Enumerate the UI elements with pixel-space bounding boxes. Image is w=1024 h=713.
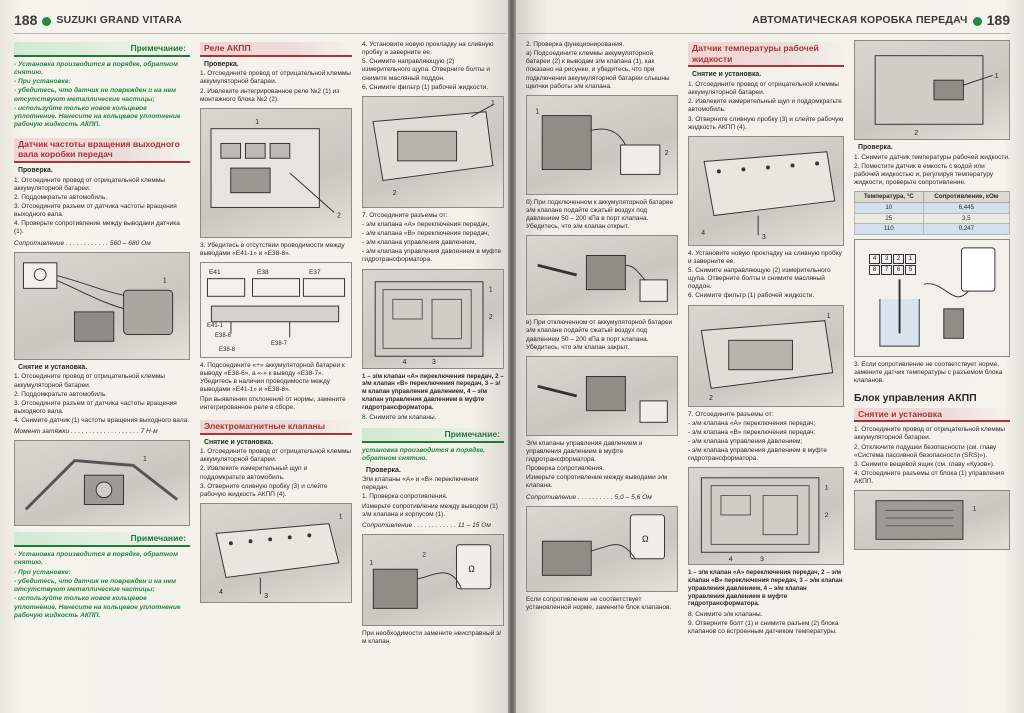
valve-body-illustration <box>689 468 843 564</box>
sensor-connector-illustration <box>855 41 1009 139</box>
check-subheading: Проверка. <box>366 466 401 474</box>
svg-text:4: 4 <box>701 230 706 238</box>
figure-sensor-removal <box>14 440 190 526</box>
step-text: 4. Установите новую прокладку на сливную пробку и заверните ее. <box>688 249 842 265</box>
step-text: 3. Отсоедините разъем от датчика частоты вращения выходного вала. <box>14 203 177 219</box>
svg-text:1: 1 <box>488 286 493 294</box>
note-line: - используйте только новое кольцевое уплотнение. Нанесите на кольцевое уплотнение рабочую жидкость АКПП. <box>14 595 181 619</box>
step-text: Проверка сопротивления. <box>526 465 605 473</box>
svg-text:1: 1 <box>255 118 260 126</box>
note-line: - Установка производится в порядке, обратном снятию. <box>14 551 178 567</box>
removal-subheading: Снятие и установка. <box>204 438 274 446</box>
table-row <box>855 213 1010 224</box>
step-text: 2. Поддомкратьте автомобиль. <box>14 390 108 398</box>
svg-text:1: 1 <box>490 99 495 107</box>
step-text: 1. Отсоедините провод от отрицательной клеммы аккумуляторной батареи. <box>14 176 165 192</box>
svg-text:4: 4 <box>402 358 407 366</box>
svg-text:1: 1 <box>972 505 977 513</box>
step-text: 9. Отверните болт (1) и снимите разъем (2) блока клапанов со встроенным датчиком температуры. <box>688 620 839 636</box>
svg-text:2: 2 <box>392 189 397 197</box>
chapter-title: АВТОМАТИЧЕСКАЯ КОРОБКА ПЕРЕДАЧ <box>752 14 968 27</box>
table-cell: 6,445 <box>923 202 1009 213</box>
step-text: 7. Отсоедините разъемы от: <box>688 410 774 418</box>
right-column-3 <box>854 40 1010 554</box>
fluid-filter-illustration <box>689 306 843 406</box>
svg-text:1: 1 <box>826 312 831 320</box>
step-text: 3. Убедитесь в отсутствии проводимости между выводами «Е41-1» и «Е38-8». <box>200 241 345 257</box>
right-column-1 <box>526 40 678 613</box>
step-text: 2. Проверка функционирования. <box>526 41 625 48</box>
step-text: - э/м клапана управления давлением, <box>362 239 477 247</box>
svg-text:2: 2 <box>488 313 493 321</box>
pressure-solenoid-meter-illustration <box>527 507 677 591</box>
svg-text:3: 3 <box>762 233 766 241</box>
section-heading-temp-sensor: Датчик температуры рабочей жидкости <box>688 42 844 67</box>
step-text: а) Подсоедините клеммы аккумуляторной батареи (2) к выводам э/м клапана (1), как показано на рисунке, и убедитесь, что при подключении аккумуляторной батареи слышны щелчки работы э/м клапана. <box>526 50 670 90</box>
svg-text:3: 3 <box>264 593 269 601</box>
figure-oil-pan <box>200 503 352 603</box>
step-text: 6. Снимите фильтр (1) рабочей жидкости. <box>688 292 815 300</box>
figure-air-test-closed <box>526 356 678 436</box>
resistance-spec: Сопротивление . . . . . . . . . . . . 560 – 680 Ом <box>14 239 151 247</box>
sensor-illustration <box>15 253 189 359</box>
table-cell: 10 <box>855 202 924 213</box>
svg-text:1: 1 <box>824 484 829 492</box>
step-text: 1. Снимите датчик температуры рабочей жидкости. <box>854 153 1010 161</box>
step-text: 2. Поддомкратьте автомобиль. <box>14 193 108 201</box>
figure-filter <box>362 96 504 208</box>
battery-test-illustration <box>527 96 677 194</box>
right-page <box>512 0 1024 713</box>
step-text: 2. Извлеките интегрированное реле №2 (1) из монтажного блока №2 (2). <box>200 87 340 103</box>
step-text: 6. Снимите фильтр (1) рабочей жидкости. <box>362 83 489 91</box>
resistance-spec: Сопротивление . . . . . . . . . . . . 11 – 15 Ом <box>362 521 491 529</box>
book-gutter <box>508 0 516 713</box>
step-text: Измерьте сопротивление между выводом (1) э/м клапана и корпусом (1). <box>362 502 498 518</box>
step-text: 8. Снимите э/м клапаны. <box>362 414 437 422</box>
figure-pressure-solenoid-meter <box>526 506 678 592</box>
note-line: установка производится в порядке, обратном снятию. <box>362 447 486 463</box>
note-line: - используйте только новое кольцевое уплотнение. Нанесите на кольцевое уплотнение рабочую жидкость АКПП. <box>14 104 181 129</box>
left-page-number: 188 <box>14 12 38 29</box>
svg-text:2: 2 <box>422 551 427 559</box>
figure-sensor-connector <box>854 40 1010 140</box>
right-page-header <box>752 10 1010 32</box>
left-column-3 <box>362 40 504 647</box>
svg-text:4: 4 <box>728 556 733 564</box>
step-text: - э/м клапана управления давлением в муфте гидротрансформатора. <box>688 447 828 463</box>
figure-caption: 1 – э/м клапан «А» переключения передач, 2 – э/м клапан «В» переключения передач, 3 – э/м клапан управления давлением, 4 – э/м клапан управления давлением в муфте гидротрансформатора. <box>362 372 504 411</box>
step-text: 8. Снимите э/м клапаны. <box>688 611 763 619</box>
pin-number: 1 <box>905 254 916 264</box>
step-text: - э/м клапана «В» переключения передач; <box>688 428 816 436</box>
connector-label-e38: E38 <box>257 269 269 277</box>
step-text: 3. Снимите вещевой ящик (см. главу «Кузов»). <box>854 460 995 468</box>
section-heading-removal: Снятие и установка <box>854 408 1010 423</box>
relay-block-illustration <box>201 109 351 237</box>
step-text: 1. Отсоедините провод от отрицательной клеммы аккумуляторной батареи. <box>14 373 165 389</box>
valve-body-illustration <box>363 270 503 368</box>
step-text: 4. Снимите датчик (1) частоты вращения выходного вала. <box>14 417 190 425</box>
step-text: 3. Отсоедините разъем от датчика частоты вращения выходного вала. <box>14 399 177 415</box>
tcm-illustration <box>855 491 1009 549</box>
step-text: 1. Отсоедините провод от отрицательной клеммы аккумуляторной батареи. <box>200 448 351 464</box>
figure-solenoid-meter <box>362 534 504 626</box>
test-rig-illustration <box>855 240 1009 356</box>
torque-spec: Момент затяжки . . . . . . . . . . . . . . . . . . . 7 Н·м <box>14 428 158 436</box>
step-text: - э/м клапана «А» переключения передач, <box>362 220 490 228</box>
resistance-spec: Сопротивление . . . . . . . . . . 5,0 – 5,6 Ом <box>526 493 652 501</box>
pin-number: 4 <box>869 254 880 264</box>
step-text: 1. Отсоедините провод от отрицательной клеммы аккумуляторной батареи. <box>854 426 1005 442</box>
svg-text:1: 1 <box>338 513 343 521</box>
svg-text:2: 2 <box>337 212 341 220</box>
solenoid-meter-illustration <box>363 535 503 625</box>
figure-solenoid-locations <box>362 269 504 369</box>
section-heading-solenoids: Электромагнитные клапаны <box>200 420 352 435</box>
check-subheading: Проверка. <box>18 167 53 175</box>
step-text: б) При подключенном к аккумуляторной батарее э/м клапане подайте сжатый воздух под давлением 50 – 200 кПа в порт клапана. Убедитесь, что э/м клапан открыт. <box>526 198 674 231</box>
svg-text:1: 1 <box>143 455 147 463</box>
air-test-open-illustration <box>527 236 677 314</box>
figure-sensor-measurement <box>14 252 190 360</box>
step-text: 4. Отсоедините разъемы от блока (1) управления АКПП. <box>854 469 1004 486</box>
section-heading-speed-sensor: Датчик частоты вращения выходного вала коробки передач <box>14 138 190 163</box>
note-line: - При установке: <box>14 568 71 576</box>
step-text: 2. Отключите подушки безопасности (см. главу «Система пассивной безопасности (SRS)»). <box>854 443 997 459</box>
svg-text:Ω: Ω <box>642 533 649 544</box>
step-text: При необходимости замените неисправный э/м клапан. <box>362 630 502 646</box>
pin-label: E38-7 <box>271 341 288 348</box>
figure-drain-plug <box>688 136 844 246</box>
left-page-header <box>14 10 182 32</box>
step-text: 7. Отсоедините разъемы от: <box>362 211 448 219</box>
step-text: - э/м клапана «В» переключения передач, <box>362 230 490 237</box>
step-text: При выявлении отклонений от нормы, замените интегрированное реле в сборе. <box>200 395 346 411</box>
svg-text:1: 1 <box>994 73 999 81</box>
step-text: - э/м клапана «А» переключения передач; <box>688 419 816 427</box>
svg-text:1: 1 <box>162 277 167 285</box>
table-cell: 3,5 <box>923 213 1009 224</box>
svg-text:2: 2 <box>914 130 919 138</box>
note-line: - убедитесь, что датчик не поврежден и на нем отсутствуют металлические частицы; <box>14 87 177 103</box>
step-text: 4. Установите новую прокладку на сливную пробку и заверните ее. <box>362 41 494 57</box>
drain-plug-illustration <box>689 137 843 245</box>
figure-valve-body <box>688 467 844 565</box>
table-header: Температура, °С <box>855 192 924 203</box>
pin-label: E38-6 <box>215 333 232 340</box>
pin-label: E41-1 <box>207 323 224 330</box>
svg-text:3: 3 <box>432 358 436 366</box>
filter-illustration <box>363 97 503 207</box>
note-heading: Примечание: <box>14 42 190 57</box>
svg-text:3: 3 <box>760 556 764 564</box>
connector-drawing <box>201 263 351 357</box>
figure-relay-block <box>200 108 352 238</box>
section-title-tcm: Блок управления АКПП <box>854 391 977 404</box>
svg-text:2: 2 <box>709 394 713 402</box>
pin-number: 7 <box>881 265 892 275</box>
note-line: - При установке: <box>14 78 71 86</box>
svg-text:4: 4 <box>219 589 223 597</box>
step-text: 5. Снимите направляющую (2) измерительного щупа. Отверните болты и снимите масляный поддон. <box>688 267 831 291</box>
air-test-closed-illustration <box>527 357 677 435</box>
figure-caption: 1 – э/м клапан «А» переключения передач, 2 – э/м клапан «В» переключения передач, 3 – э/м клапан управления давлением, 4 – э/м клапан управления давлением в муфте гидротрансформатора. <box>688 569 843 608</box>
check-subheading: Проверка. <box>204 60 239 68</box>
step-text: 1. Отсоедините провод от отрицательной клеммы аккумуляторной батареи. <box>200 70 351 86</box>
table-header: Сопротивление, кОм <box>923 192 1009 203</box>
header-rule <box>14 33 506 34</box>
step-text: Э/м клапаны управления давлением и управления давлением в муфте гидротрансформатора. <box>526 439 643 463</box>
step-text: 1. Проверка сопротивления. <box>362 493 448 501</box>
header-dot-icon <box>973 17 982 26</box>
note-heading: Примечание: <box>362 428 504 443</box>
figure-air-test-open <box>526 235 678 315</box>
book-title: SUZUKI GRAND VITARA <box>56 14 182 27</box>
step-text: Измерьте сопротивление между выводами э/м клапана. <box>526 474 668 490</box>
svg-text:2: 2 <box>664 149 669 157</box>
step-text: 3. Если сопротивление не соответствует норме, замените датчик температуры с разъемом блока клапанов. <box>854 361 1003 385</box>
svg-text:2: 2 <box>824 512 829 520</box>
table-row <box>855 202 1010 213</box>
step-text: 3. Отверните сливную пробку (3) и слейте рабочую жидкость АКПП (4). <box>200 482 328 498</box>
left-column-2 <box>200 40 352 607</box>
pin-number: 5 <box>905 265 916 275</box>
connector-label-e41: E41 <box>209 269 221 277</box>
figure-fluid-filter <box>688 305 844 407</box>
step-text: Э/м клапаны «А» и «В» переключения передач. <box>362 476 479 492</box>
oil-pan-illustration <box>201 504 351 602</box>
right-column-2 <box>688 40 844 637</box>
header-dot-icon <box>42 17 51 26</box>
step-text: 5. Снимите направляющую (2) измерительного щупа. Отверните болты и снимите масляный поддон. <box>362 58 490 82</box>
note-line: - Установка производится в порядке, обратном снятию. <box>14 60 178 76</box>
step-text: 2. Извлеките измерительный щуп и поддомкратьте автомобиль. <box>200 465 308 481</box>
step-text: 2. Поместите датчик в емкость с водой или рабочей жидкостью и, регулируя температуру жидкости, проверьте сопротивление. <box>854 162 994 186</box>
sensor-removal-illustration <box>15 441 189 525</box>
note-line: - убедитесь, что датчик не поврежден и на нем отсутствуют металлические частицы; <box>14 577 177 594</box>
step-text: 3. Отверните сливную пробку (3) и слейте рабочую жидкость АКПП (4). <box>688 115 844 131</box>
left-column-1 <box>14 40 190 621</box>
section-heading-relay: Реле АКПП <box>200 42 352 57</box>
step-text: Если сопротивление не соответствует установленной норме, замените блок клапанов. <box>526 595 672 611</box>
figure-battery-click-test <box>526 95 678 195</box>
step-text: 2. Извлеките измерительный щуп и поддомкратьте автомобиль. <box>688 98 842 114</box>
pin-number: 8 <box>869 265 880 275</box>
right-page-number: 189 <box>986 12 1010 29</box>
figure-sensor-test-rig <box>854 239 1010 357</box>
pin-number: 3 <box>881 254 892 264</box>
figure-connector-pinout <box>200 262 352 358</box>
step-text: 4. Проверьте сопротивление между выводами датчика (1). <box>14 220 180 236</box>
table-cell: 0,247 <box>923 224 1009 235</box>
figure-tcm-location <box>854 490 1010 550</box>
table-cell: 110 <box>855 224 924 235</box>
pin-number: 2 <box>893 254 904 264</box>
svg-text:1: 1 <box>535 108 540 116</box>
resistance-table <box>854 191 1010 235</box>
note-heading: Примечание: <box>14 532 190 547</box>
header-rule <box>518 33 1010 34</box>
table-cell: 25 <box>855 213 924 224</box>
pin-number: 6 <box>893 265 904 275</box>
step-text: в) При отключенном от аккумуляторной батареи э/м клапане подайте сжатый воздух под давлением 50 – 200 кПа в порт клапана. Убедитесь, что э/м клапан закрыт. <box>526 319 673 351</box>
step-text: - э/м клапана управления давлением в муфте гидротрансформатора. <box>362 248 502 264</box>
pin-label: E38-8 <box>219 347 236 354</box>
step-text: 4. Подсоедините «+» аккумуляторной батареи к выводу «Е38-6», а «-» к выводу «Е38-7». Убедитесь в наличии проводимости между выводами «Е41-1» и «Е38-8». <box>200 362 345 394</box>
connector-label-e37: E37 <box>309 269 321 277</box>
step-text: - э/м клапана управления давлением; <box>688 437 803 445</box>
svg-text:1: 1 <box>369 559 374 567</box>
table-row <box>855 224 1010 235</box>
svg-text:Ω: Ω <box>468 564 475 575</box>
removal-subheading: Снятие и установка. <box>18 363 88 371</box>
check-subheading: Проверка. <box>858 144 893 151</box>
step-text: 1. Отсоедините провод от отрицательной клеммы аккумуляторной батареи. <box>688 81 839 97</box>
removal-subheading: Снятие и установка. <box>692 71 762 79</box>
